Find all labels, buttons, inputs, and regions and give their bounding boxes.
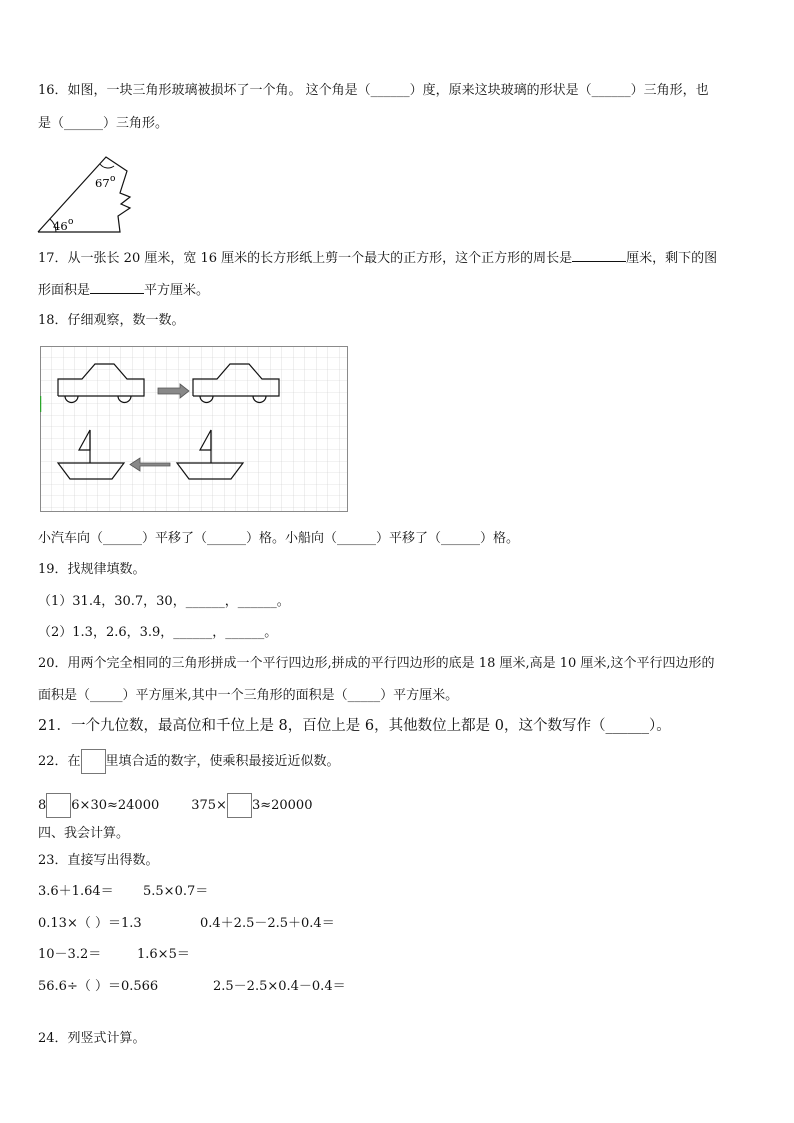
q17-text-b: 厘米，剩下的图 — [626, 251, 718, 266]
q22-e2b: 3≈20000 — [251, 798, 313, 813]
q23-r3c1: 10－3.2＝ — [38, 947, 102, 962]
q17-text-c: 形面积是 — [38, 283, 91, 298]
q17-line1 — [38, 250, 717, 267]
bottom-angle-label: 46 — [53, 219, 68, 233]
section-heading: 四、我会计算。 — [38, 826, 130, 841]
q18-answer: 小汽车向（______）平移了（______）格。小船向（______）平移了（______）格。 — [38, 531, 520, 546]
q23-r4c2: 2.5－2.5×0.4－0.4＝ — [213, 979, 346, 994]
q23-r3c2: 1.6×5＝ — [137, 947, 190, 962]
q22-box-1[interactable] — [46, 793, 71, 818]
q20-line2: 面积是（_____）平方厘米,其中一个三角形的面积是（_____）平方厘米。 — [38, 688, 459, 703]
q17-line2 — [38, 282, 209, 299]
broken-triangle-figure — [36, 154, 136, 236]
q22-e1a: 8 — [38, 798, 47, 813]
q22-example-box — [81, 749, 106, 774]
q18-title: 18．仔细观察，数一数。 — [38, 313, 185, 328]
q22-pre: 22．在 — [38, 754, 81, 769]
q17-blank-perimeter[interactable] — [572, 250, 626, 262]
q19-item2: （2）1.3，2.6，3.9，______，______。 — [38, 625, 278, 640]
q23-r2c2: 0.4＋2.5－2.5＋0.4＝ — [200, 916, 335, 931]
bottom-angle-degree: o — [68, 217, 74, 227]
q16-line1: 16．如图，一块三角形玻璃被损坏了一个角。 这个角是（______）度，原来这块玻璃的形状是（______）三角形，也 — [38, 83, 709, 98]
q22-post: 里填合适的数字，使乘积最接近近似数。 — [105, 754, 340, 769]
q22-line — [38, 749, 340, 774]
translation-grid-figure — [40, 346, 348, 512]
q17-text-d: 平方厘米。 — [144, 283, 210, 298]
q19-item1: （1）31.4，30.7，30，______，______。 — [38, 594, 290, 609]
q22-e2a: 375× — [191, 798, 227, 813]
q24-title: 24．列竖式计算。 — [38, 1031, 146, 1046]
q16-line2: 是（______）三角形。 — [38, 116, 169, 131]
q23-r1c1: 3.6＋1.64＝ — [38, 884, 114, 899]
q17-blank-area[interactable] — [90, 282, 144, 294]
q23-r4c1: 56.6÷（ ）＝0.566 — [38, 979, 159, 994]
top-angle-arc — [100, 164, 114, 168]
grid-background — [41, 347, 348, 512]
q19-title: 19．找规律填数。 — [38, 562, 146, 577]
q21-line: 21．一个九位数，最高位和千位上是 8，百位上是 6，其他数位上都是 0，这个数写作（______）。 — [38, 718, 671, 734]
q20-line1: 20．用两个完全相同的三角形拼成一个平行四边形,拼成的平行四边形的底是 18 厘米,高是 10 厘米,这个平行四边形的 — [38, 656, 715, 671]
q23-r2c1: 0.13×（ ）＝1.3 — [38, 916, 142, 931]
top-angle-label: 67 — [95, 176, 110, 190]
q22-expressions — [38, 793, 312, 818]
top-angle-degree: o — [110, 174, 116, 184]
q22-e1b: 6×30≈24000 — [71, 798, 160, 813]
q23-title: 23．直接写出得数。 — [38, 853, 159, 868]
q22-box-2[interactable] — [227, 793, 252, 818]
q23-r1c2: 5.5×0.7＝ — [143, 884, 209, 899]
q17-text-a: 17．从一张长 20 厘米，宽 16 厘米的长方形纸上剪一个最大的正方形，这个正方形的周长是 — [38, 251, 573, 266]
